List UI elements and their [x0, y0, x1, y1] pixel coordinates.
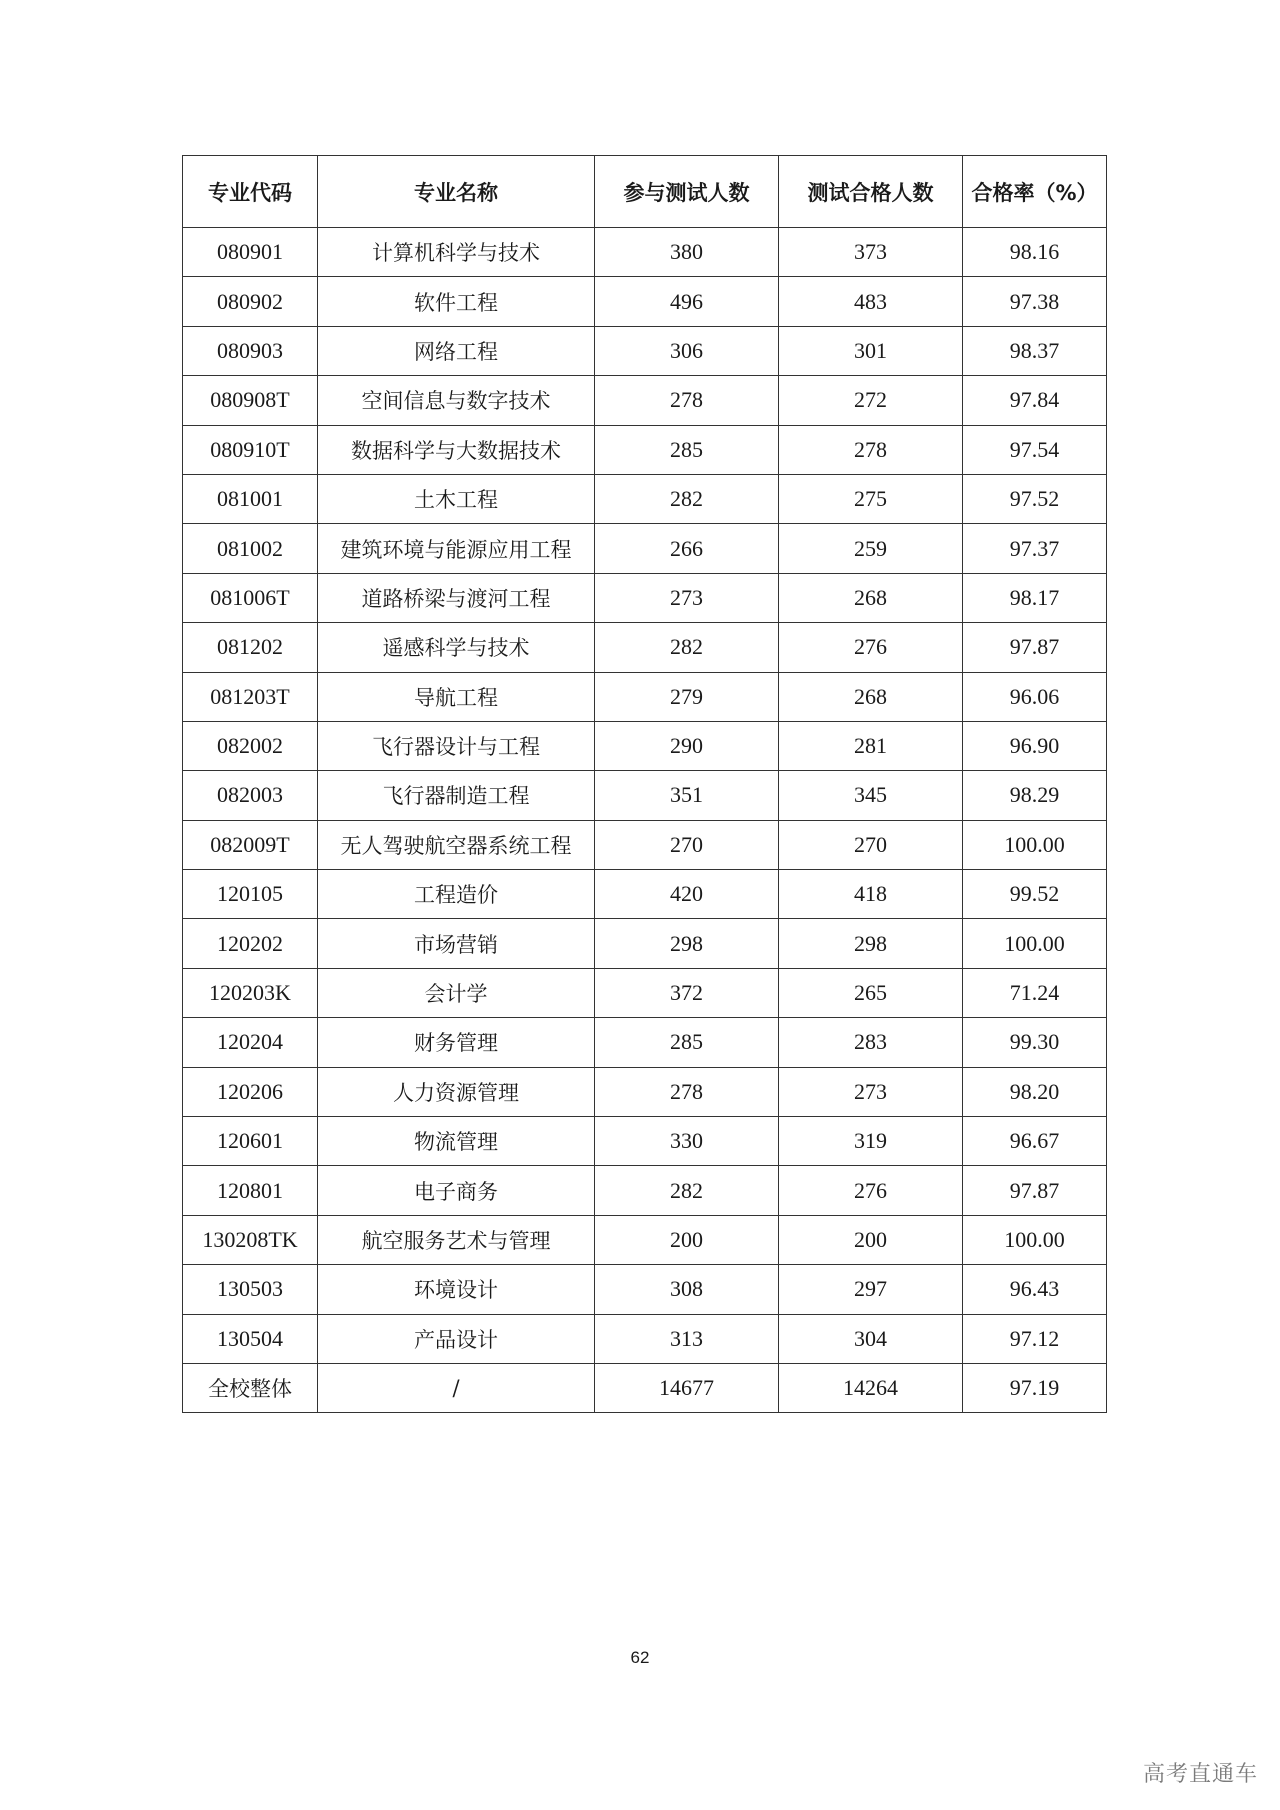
cell-major-name: /: [318, 1363, 595, 1412]
cell-participants: 270: [595, 820, 779, 869]
cell-major-code: 082003: [183, 771, 318, 820]
cell-major-name: 网络工程: [318, 326, 595, 375]
cell-pass-rate: 96.90: [963, 721, 1107, 770]
table-row: [183, 1117, 1107, 1166]
cell-participants: 278: [595, 1067, 779, 1116]
cell-pass-rate: 98.37: [963, 326, 1107, 375]
cell-participants: 372: [595, 968, 779, 1017]
cell-participants: 313: [595, 1314, 779, 1363]
table-row: [183, 820, 1107, 869]
cell-major-name: 数据科学与大数据技术: [318, 425, 595, 474]
cell-passed: 273: [779, 1067, 963, 1116]
cell-participants: 279: [595, 672, 779, 721]
cell-major-code: 130504: [183, 1314, 318, 1363]
cell-passed: 298: [779, 919, 963, 968]
cell-passed: 259: [779, 524, 963, 573]
cell-pass-rate: 97.87: [963, 623, 1107, 672]
cell-major-name: 会计学: [318, 968, 595, 1017]
table-header-row: [183, 156, 1107, 228]
cell-passed: 319: [779, 1117, 963, 1166]
cell-major-code: 081002: [183, 524, 318, 573]
table-row: [183, 919, 1107, 968]
cell-pass-rate: 97.12: [963, 1314, 1107, 1363]
cell-major-code: 120202: [183, 919, 318, 968]
cell-major-code: 082002: [183, 721, 318, 770]
cell-major-name: 产品设计: [318, 1314, 595, 1363]
cell-participants: 200: [595, 1215, 779, 1264]
cell-passed: 268: [779, 672, 963, 721]
cell-major-name: 人力资源管理: [318, 1067, 595, 1116]
cell-passed: 483: [779, 277, 963, 326]
cell-participants: 420: [595, 870, 779, 919]
cell-pass-rate: 100.00: [963, 820, 1107, 869]
cell-major-code: 081202: [183, 623, 318, 672]
header-passed: 测试合格人数: [779, 156, 963, 228]
results-table: [182, 155, 1107, 1413]
cell-participants: 285: [595, 1018, 779, 1067]
cell-pass-rate: 97.52: [963, 474, 1107, 523]
cell-pass-rate: 98.29: [963, 771, 1107, 820]
cell-major-code: 120105: [183, 870, 318, 919]
table-row: [183, 968, 1107, 1017]
table-row: [183, 1363, 1107, 1412]
cell-pass-rate: 99.30: [963, 1018, 1107, 1067]
cell-major-name: 建筑环境与能源应用工程: [318, 524, 595, 573]
cell-major-name: 遥感科学与技术: [318, 623, 595, 672]
cell-major-code: 082009T: [183, 820, 318, 869]
cell-passed: 276: [779, 1166, 963, 1215]
cell-major-name: 无人驾驶航空器系统工程: [318, 820, 595, 869]
cell-passed: 418: [779, 870, 963, 919]
cell-passed: 301: [779, 326, 963, 375]
cell-pass-rate: 98.17: [963, 573, 1107, 622]
cell-participants: 298: [595, 919, 779, 968]
cell-major-name: 电子商务: [318, 1166, 595, 1215]
cell-pass-rate: 96.67: [963, 1117, 1107, 1166]
table-row: [183, 1314, 1107, 1363]
cell-pass-rate: 97.19: [963, 1363, 1107, 1412]
table-row: [183, 1265, 1107, 1314]
cell-major-code: 080901: [183, 228, 318, 277]
cell-major-name: 计算机科学与技术: [318, 228, 595, 277]
cell-major-name: 工程造价: [318, 870, 595, 919]
cell-major-code: 080910T: [183, 425, 318, 474]
cell-major-code: 120801: [183, 1166, 318, 1215]
cell-passed: 14264: [779, 1363, 963, 1412]
cell-major-code: 080908T: [183, 376, 318, 425]
cell-participants: 306: [595, 326, 779, 375]
cell-pass-rate: 96.43: [963, 1265, 1107, 1314]
cell-participants: 14677: [595, 1363, 779, 1412]
cell-passed: 345: [779, 771, 963, 820]
cell-major-name: 航空服务艺术与管理: [318, 1215, 595, 1264]
cell-passed: 276: [779, 623, 963, 672]
cell-major-name: 土木工程: [318, 474, 595, 523]
cell-pass-rate: 100.00: [963, 919, 1107, 968]
cell-pass-rate: 98.20: [963, 1067, 1107, 1116]
cell-major-name: 飞行器设计与工程: [318, 721, 595, 770]
cell-pass-rate: 97.84: [963, 376, 1107, 425]
table-row: [183, 277, 1107, 326]
cell-major-name: 市场营销: [318, 919, 595, 968]
cell-pass-rate: 97.37: [963, 524, 1107, 573]
cell-participants: 273: [595, 573, 779, 622]
cell-passed: 297: [779, 1265, 963, 1314]
header-major-code: 专业代码: [183, 156, 318, 228]
cell-passed: 281: [779, 721, 963, 770]
table-row: [183, 228, 1107, 277]
cell-participants: 282: [595, 623, 779, 672]
cell-passed: 268: [779, 573, 963, 622]
table-row: [183, 425, 1107, 474]
table-row: [183, 573, 1107, 622]
watermark: 高考直通车: [1142, 1762, 1258, 1787]
cell-major-name: 物流管理: [318, 1117, 595, 1166]
cell-pass-rate: 97.38: [963, 277, 1107, 326]
table-row: [183, 1166, 1107, 1215]
cell-pass-rate: 71.24: [963, 968, 1107, 1017]
cell-participants: 380: [595, 228, 779, 277]
table-row: [183, 721, 1107, 770]
cell-major-code: 081001: [183, 474, 318, 523]
cell-pass-rate: 96.06: [963, 672, 1107, 721]
cell-passed: 373: [779, 228, 963, 277]
cell-major-code: 全校整体: [183, 1363, 318, 1412]
table-row: [183, 474, 1107, 523]
cell-major-name: 空间信息与数字技术: [318, 376, 595, 425]
cell-major-name: 飞行器制造工程: [318, 771, 595, 820]
cell-pass-rate: 100.00: [963, 1215, 1107, 1264]
cell-pass-rate: 98.16: [963, 228, 1107, 277]
page-number: 62: [630, 1648, 650, 1667]
cell-major-code: 120206: [183, 1067, 318, 1116]
cell-participants: 285: [595, 425, 779, 474]
cell-passed: 200: [779, 1215, 963, 1264]
header-participants: 参与测试人数: [595, 156, 779, 228]
table-row: [183, 672, 1107, 721]
header-major-name: 专业名称: [318, 156, 595, 228]
cell-passed: 275: [779, 474, 963, 523]
cell-participants: 496: [595, 277, 779, 326]
table-row: [183, 326, 1107, 375]
cell-passed: 270: [779, 820, 963, 869]
cell-major-name: 环境设计: [318, 1265, 595, 1314]
cell-participants: 282: [595, 474, 779, 523]
cell-participants: 351: [595, 771, 779, 820]
cell-major-code: 120601: [183, 1117, 318, 1166]
cell-major-code: 120204: [183, 1018, 318, 1067]
cell-major-code: 080903: [183, 326, 318, 375]
table-row: [183, 623, 1107, 672]
cell-passed: 265: [779, 968, 963, 1017]
table-row: [183, 771, 1107, 820]
cell-participants: 308: [595, 1265, 779, 1314]
table-row: [183, 1067, 1107, 1116]
cell-major-code: 120203K: [183, 968, 318, 1017]
cell-major-code: 080902: [183, 277, 318, 326]
cell-participants: 266: [595, 524, 779, 573]
cell-passed: 272: [779, 376, 963, 425]
cell-participants: 282: [595, 1166, 779, 1215]
cell-passed: 278: [779, 425, 963, 474]
table-row: [183, 870, 1107, 919]
cell-major-name: 导航工程: [318, 672, 595, 721]
cell-major-name: 财务管理: [318, 1018, 595, 1067]
table-row: [183, 524, 1107, 573]
table-row: [183, 376, 1107, 425]
cell-major-name: 软件工程: [318, 277, 595, 326]
cell-major-code: 130208TK: [183, 1215, 318, 1264]
cell-major-code: 081203T: [183, 672, 318, 721]
cell-participants: 330: [595, 1117, 779, 1166]
table-row: [183, 1215, 1107, 1264]
cell-participants: 278: [595, 376, 779, 425]
table-row: [183, 1018, 1107, 1067]
cell-pass-rate: 97.87: [963, 1166, 1107, 1215]
cell-pass-rate: 97.54: [963, 425, 1107, 474]
cell-pass-rate: 99.52: [963, 870, 1107, 919]
cell-participants: 290: [595, 721, 779, 770]
header-pass-rate: 合格率（%）: [963, 156, 1107, 228]
cell-major-code: 081006T: [183, 573, 318, 622]
cell-major-name: 道路桥梁与渡河工程: [318, 573, 595, 622]
table-body: [183, 228, 1107, 1413]
cell-major-code: 130503: [183, 1265, 318, 1314]
cell-passed: 283: [779, 1018, 963, 1067]
cell-passed: 304: [779, 1314, 963, 1363]
